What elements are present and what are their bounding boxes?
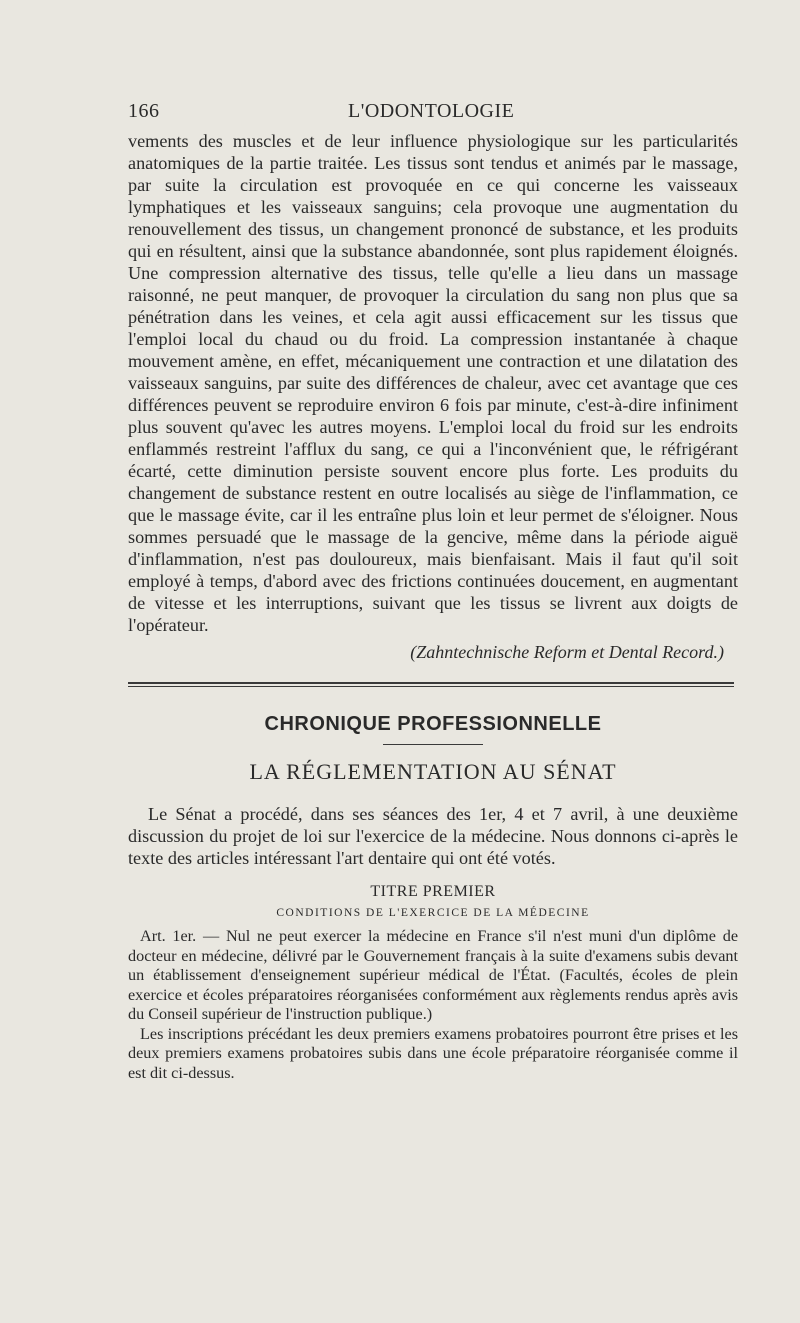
article-1: Art. 1er. — Nul ne peut exercer la médecine en France s'il n'est muni d'un diplôme de docteur en médecine, délivré par le Gouvernement français à la suite d'examens subis devant un établissement d'enseignement supérieur médical de l'État. (Facultés, écoles de plein exercice et écoles préparatoires réorganisées conformément aux règlements rendus après avis du Conseil supérieur de l'instruction publique.) bbox=[128, 927, 738, 1023]
massage-article bbox=[128, 130, 738, 636]
journal-title: L'ODONTOLOGIE bbox=[348, 100, 515, 122]
massage-paragraph: vements des muscles et de leur influence physiologique sur les particularités anatomiques de la partie traitée. Les tissus sont tendus et animés par le massage, par suite la circulation est provoquée en ce qui concerne les vaisseaux lymphatiques et les vaisseaux sanguins; cela provoque une augmentation du renouvellement des tissus, un changement prononcé de substance, et les produits qui en résultent, ainsi que la substance abandonnée, sont plus rapidement éloignés. Une compression alternative des tissus, telle qu'elle a lieu dans un massage raisonné, ne peut manquer, de provoquer la circulation du sang non plus que sa pénétration dans les veines, et cela agit aussi efficacement sur les tissus que l'emploi local du chaud ou du froid. La compression instantanée à chaque mouvement amène, en effet, mécaniquement une contraction et une dilatation des vaisseaux sanguins, par suite des différences de chaleur, avec cet avantage que ces différences peuvent se reproduire environ 6 fois par minute, c'est-à-dire infiniment plus souvent qu'avec les autres moyens. L'emploi local du froid sur les endroits enflammés restreint l'afflux du sang, ce qui a l'inconvénient que, le réfrigérant écarté, cette diminution persiste souvent encore plus forte. Les produits du changement de substance restent en outre localisés au siège de l'inflammation, ce que le massage évite, car il les entraîne plus loin et leur permet de s'éloigner. Nous sommes persuadé que le massage de la gencive, même dans la période aiguë d'inflammation, n'est pas douloureux, mais bienfaisant. Mais il faut qu'il soit employé à temps, d'abord avec des frictions continuées doucement, en augmentant de vitesse et les interruptions, suivant que les tissus se livrent aux doigts de l'opérateur. bbox=[128, 131, 738, 635]
article-source: (Zahntechnische Reform et Dental Record.) bbox=[410, 642, 724, 662]
document-page bbox=[128, 100, 738, 1083]
article-title: LA RÉGLEMENTATION AU SÉNAT bbox=[249, 759, 617, 784]
section-heading: CHRONIQUE PROFESSIONNELLE bbox=[264, 713, 602, 735]
article-1-continuation: Les inscriptions précédant les deux premiers examens probatoires pourront être prises et les deux premiers examens probatoires subis dans une école préparatoire réorganisée comme il est dit ci-dessus. bbox=[128, 1024, 738, 1082]
intro-paragraph: Le Sénat a procédé, dans ses séances des 1er, 4 et 7 avril, à une deuxième discussion du projet de loi sur l'exercice de la médecine. Nous donnons ci-après le texte des articles intéressant l'art dentaire qui ont été votés. bbox=[128, 804, 738, 868]
law-text bbox=[128, 927, 738, 1083]
heading-rule bbox=[383, 744, 483, 745]
page-number: 166 bbox=[128, 100, 160, 122]
title-subtitle: CONDITIONS DE L'EXERCICE DE LA MÉDECINE bbox=[276, 907, 590, 919]
running-head bbox=[128, 100, 738, 130]
section-divider bbox=[128, 682, 734, 687]
title-premier: TITRE PREMIER bbox=[370, 883, 496, 900]
